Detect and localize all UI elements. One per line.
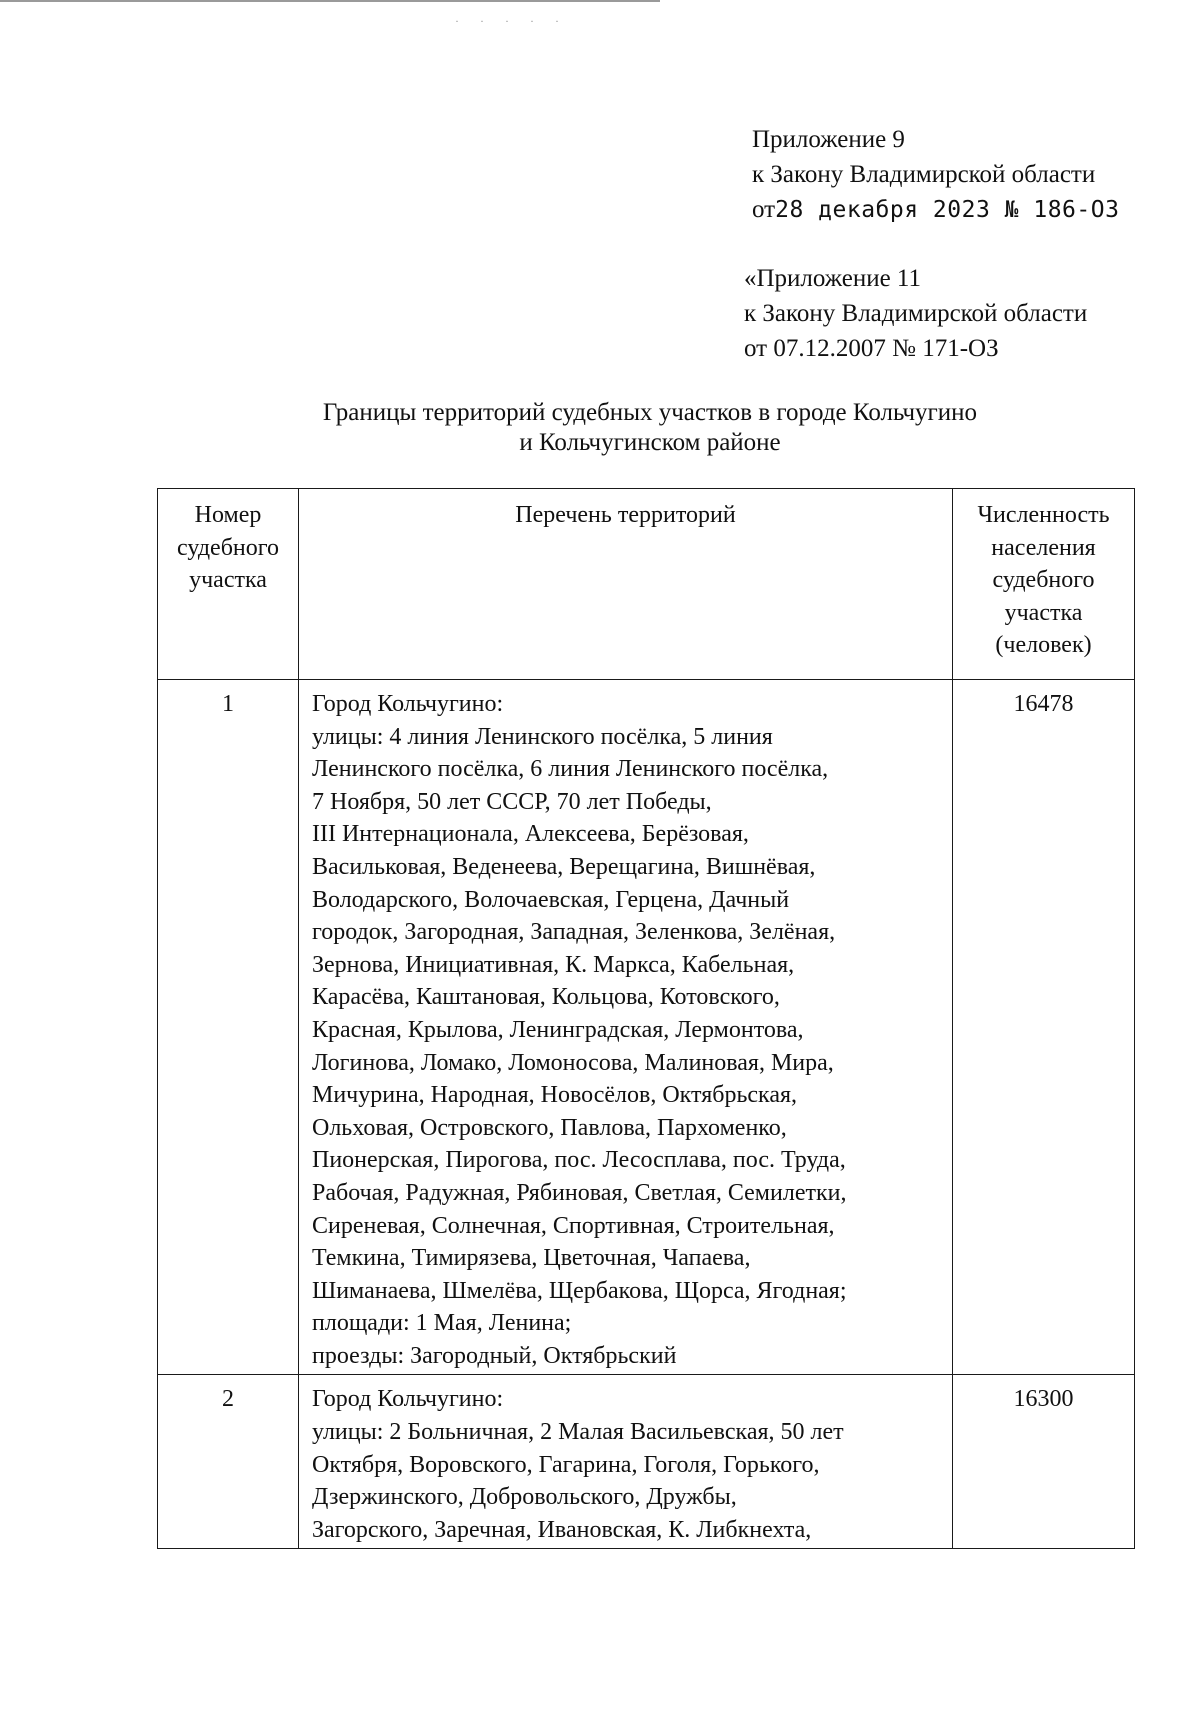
appendix-law-reference: к Закону Владимирской области	[744, 300, 1088, 327]
territory-line: Рабочая, Радужная, Рябиновая, Светлая, Семилетки,	[312, 1179, 847, 1206]
date-prefix: от	[752, 196, 776, 223]
appendix-title: «Приложение 11	[744, 265, 922, 292]
territory-line: Пионерская, Пирогова, пос. Лесосплава, пос. Труда,	[312, 1147, 846, 1174]
appendix-date-line	[752, 192, 1119, 228]
court-number-cell: 2	[158, 1375, 299, 1549]
table-header-row	[158, 489, 1135, 680]
population-cell: 16478	[953, 680, 1135, 1375]
territory-line: Ольховая, Островского, Павлова, Пархоменко,	[312, 1114, 787, 1141]
territory-line: Город Кольчугино:	[312, 691, 504, 717]
territory-line: Карасёва, Каштановая, Кольцова, Котовского,	[312, 984, 780, 1011]
scan-top-edge	[0, 0, 660, 2]
scan-specks: · · · · ·	[455, 14, 568, 28]
territory-line: площади: 1 Мая, Ленина;	[312, 1310, 572, 1337]
territory-line: Зернова, Инициативная, К. Маркса, Кабельная,	[312, 951, 795, 978]
territory-line: Логинова, Ломако, Ломоносова, Малиновая, Мира,	[312, 1049, 834, 1076]
document-title	[150, 398, 1150, 458]
appendix-title: Приложение 9	[752, 126, 905, 153]
header-population: Численность населения судебного участка (человек)	[953, 489, 1135, 680]
territory-line: Загорского, Заречная, Ивановская, К. Либкнехта,	[312, 1516, 812, 1543]
territories-cell	[299, 680, 953, 1375]
territory-line: Шиманаева, Шмелёва, Щербакова, Щорса, Ягодная;	[312, 1277, 847, 1304]
territory-line: Красная, Крылова, Ленинградская, Лермонтова,	[312, 1016, 804, 1043]
appendix-law-reference: к Закону Владимирской области	[752, 161, 1096, 188]
territory-line: Володарского, Волочаевская, Герцена, Дачный	[312, 886, 790, 913]
title-line-1: Границы территорий судебных участков в городе Кольчугино	[322, 399, 978, 426]
header-territories: Перечень территорий	[299, 489, 953, 680]
territory-line: III Интернационала, Алексеева, Берёзовая,	[312, 821, 749, 848]
territories-table	[157, 488, 1135, 1549]
territory-line: Ленинского посёлка, 6 линия Ленинского посёлка,	[312, 756, 829, 783]
territory-line: улицы: 4 линия Ленинского посёлка, 5 линия	[312, 723, 773, 750]
table-row	[158, 1375, 1135, 1549]
territories-cell	[299, 1375, 953, 1549]
territory-line: улицы: 2 Больничная, 2 Малая Васильевская, 50 лет	[312, 1419, 844, 1446]
appendix-header-original	[744, 261, 1087, 366]
territory-line: Сиреневая, Солнечная, Спортивная, Строительная,	[312, 1212, 835, 1239]
territory-line: Васильковая, Веденеева, Верещагина, Вишнёвая,	[312, 853, 816, 880]
territory-line: Город Кольчугино:	[312, 1386, 504, 1413]
title-line-2: и Кольчугинском районе	[519, 429, 781, 456]
table-row	[158, 680, 1135, 1375]
table-body	[158, 680, 1135, 1549]
date-number-stamp: 28 декабря 2023 № 186-ОЗ	[775, 197, 1120, 223]
header-court-number: Номер судебного участка	[158, 489, 299, 680]
territory-line: Темкина, Тимирязева, Цветочная, Чапаева,	[312, 1245, 751, 1272]
appendix-date-line: от 07.12.2007 № 171-ОЗ	[744, 335, 999, 362]
territory-line: проезды: Загородный, Октябрьский	[312, 1342, 677, 1369]
territory-line: 7 Ноября, 50 лет СССР, 70 лет Победы,	[312, 788, 712, 815]
court-number-cell: 1	[158, 680, 299, 1375]
appendix-header-current	[752, 122, 1119, 228]
population-cell: 16300	[953, 1375, 1135, 1549]
territory-line: Мичурина, Народная, Новосёлов, Октябрьская,	[312, 1082, 798, 1109]
territory-line: Дзержинского, Добровольского, Дружбы,	[312, 1484, 737, 1511]
territory-line: городок, Загородная, Западная, Зеленкова, Зелёная,	[312, 919, 836, 946]
territory-line: Октября, Воровского, Гагарина, Гоголя, Горького,	[312, 1451, 820, 1478]
